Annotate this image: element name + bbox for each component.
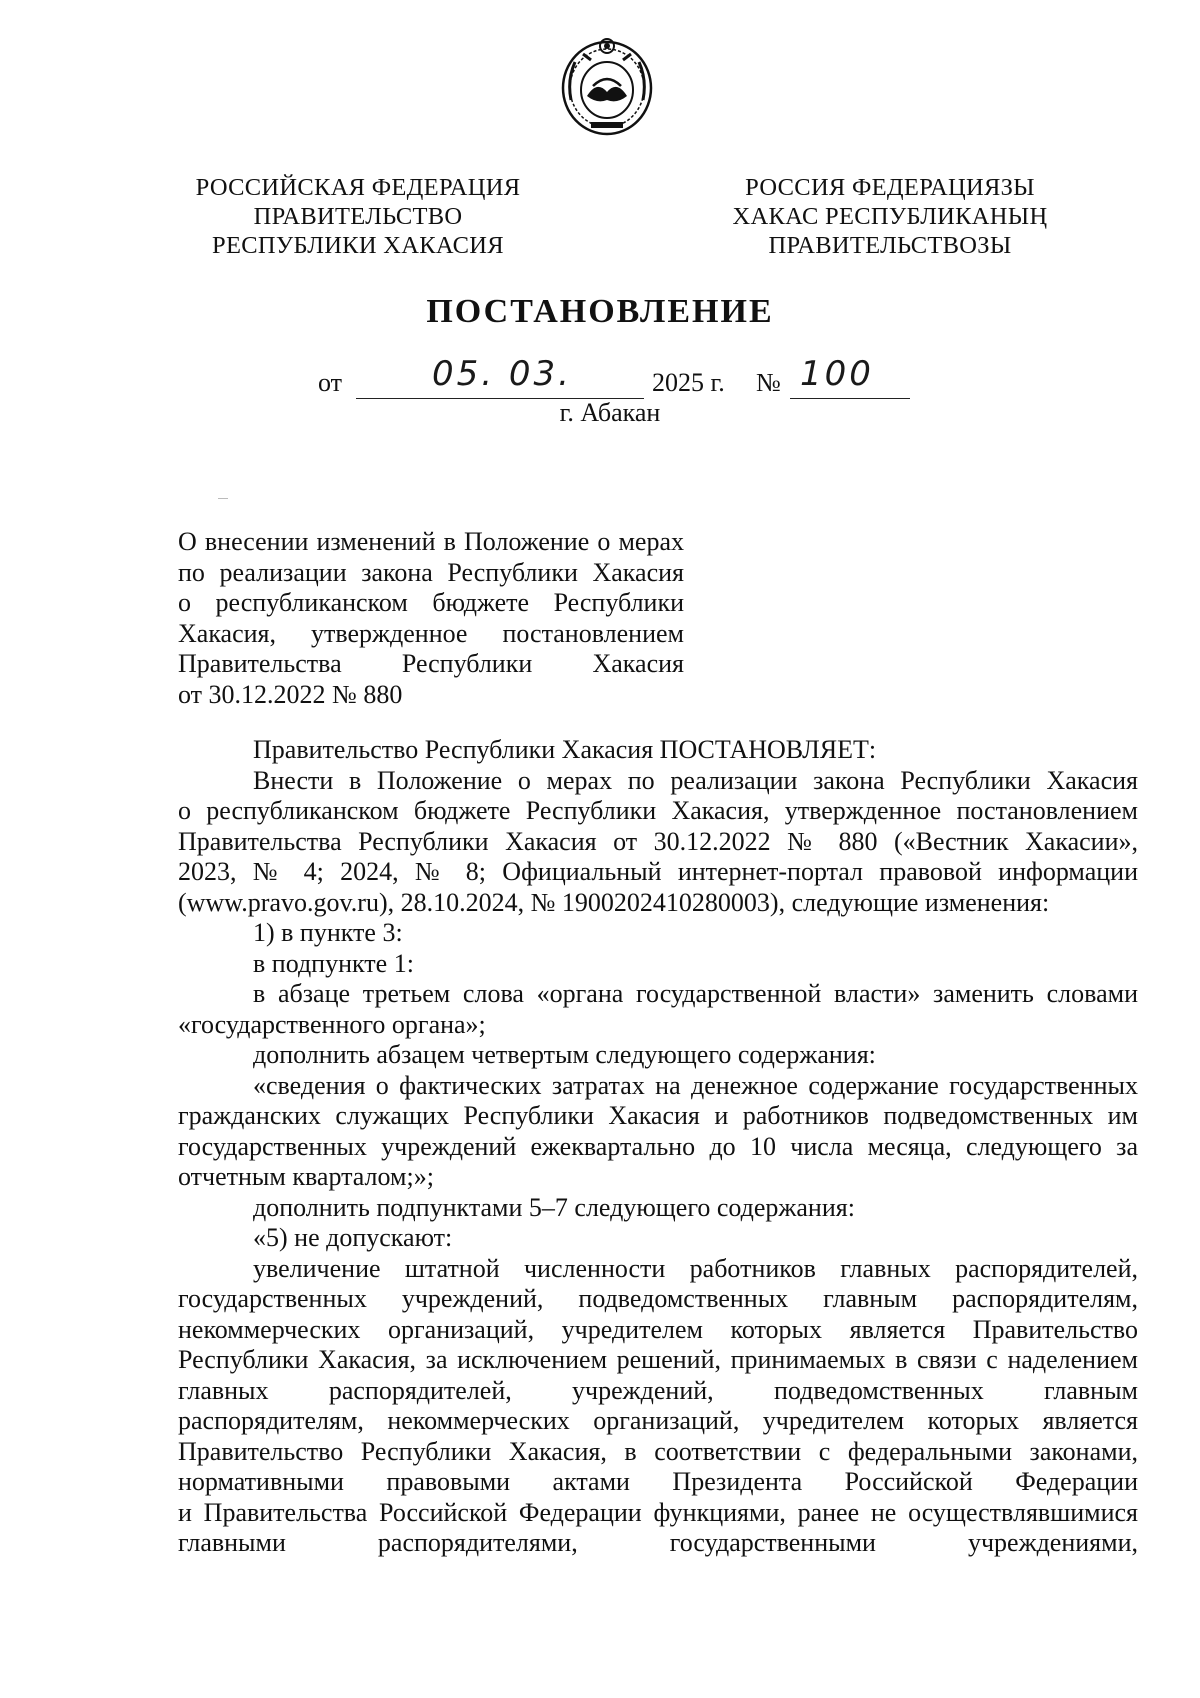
header-russian: [168, 173, 548, 260]
body-line: нормативными правовыми актами Президента Российской Федерации: [178, 1467, 1138, 1496]
body-line: «5) не допускают:: [253, 1223, 453, 1252]
body-line: Внести в Положение о мерах по реализации закона Республики Хакасия: [253, 765, 1138, 795]
number-handwritten: 100: [800, 354, 874, 394]
scan-mark: [218, 498, 228, 499]
document-title: ПОСТАНОВЛЕНИЕ: [426, 293, 774, 330]
body-line: в подпункте 1:: [253, 948, 414, 978]
body-line: гражданских служащих Республики Хакасия и работников подведомственных им: [178, 1101, 1138, 1130]
date-number-line: [0, 354, 1200, 400]
header-khakas: [700, 173, 1080, 260]
city-label: г. Абакан: [559, 398, 661, 427]
body-line: Правительства Республики Хакасия от 30.12.2022 № 880 («Вестник Хакасии»,: [178, 826, 1138, 856]
body-line: 2023, № 4; 2024, № 8; Официальный интернет-портал правовой информации: [178, 857, 1138, 886]
subject-line: О внесении изменений в Положение о мерах: [178, 527, 684, 556]
header-line: РОССИЙСКАЯ ФЕДЕРАЦИЯ: [195, 174, 521, 201]
body-line: в абзаце третьем слова «органа государственной власти» заменить словами: [253, 979, 1138, 1008]
document-body: [178, 735, 1138, 1559]
year-label: 2025 г.: [652, 368, 725, 397]
subject-line: по реализации закона Республики Хакасия: [178, 557, 684, 587]
subject-line: от 30.12.2022 № 880: [178, 679, 403, 709]
body-line: дополнить абзацем четвертым следующего содержания:: [253, 1040, 876, 1069]
header-line: ХАКАС РЕСПУБЛИКАНЫҢ: [732, 203, 1048, 230]
body-line: о республиканском бюджете Республики Хакасия, утвержденное постановлением: [178, 796, 1138, 825]
header-line: РЕСПУБЛИКИ ХАКАСИЯ: [212, 232, 504, 259]
number-underline: [790, 398, 910, 399]
body-line: некоммерческих организаций, учредителем которых является Правительство: [178, 1314, 1138, 1344]
date-handwritten: 05. 03.: [432, 354, 572, 394]
body-line: Правительство Республики Хакасия ПОСТАНОВЛЯЕТ:: [253, 735, 877, 764]
body-line: «сведения о фактических затратах на денежное содержание государственных: [253, 1070, 1138, 1100]
body-line: Республики Хакасия, за исключением решений, принимаемых в связи с наделением: [178, 1345, 1138, 1374]
subject-line: о республиканском бюджете Республики: [178, 588, 684, 617]
coat-of-arms-emblem: [557, 30, 657, 140]
body-line: и Правительства Российской Федерации функциями, ранее не осуществлявшимися: [178, 1497, 1138, 1527]
body-line: «государственного органа»;: [178, 1009, 486, 1039]
number-sign: №: [756, 368, 781, 397]
body-line: (www.pravo.gov.ru), 28.10.2024, № 1900202410280003), следующие изменения:: [178, 887, 1050, 917]
subject-line: Хакасия, утвержденное постановлением: [178, 618, 684, 648]
header-line: РОССИЯ ФЕДЕРАЦИЯЗЫ: [745, 174, 1035, 201]
header-line: ПРАВИТЕЛЬСТВО: [253, 203, 463, 230]
body-line: государственных учреждений ежеквартально до 10 числа месяца, следующего за: [178, 1131, 1138, 1161]
from-label: от: [318, 368, 343, 397]
body-line: распорядителям, некоммерческих организаций, учредителем которых является: [178, 1406, 1138, 1435]
body-line: 1) в пункте 3:: [253, 918, 403, 947]
body-line: государственных учреждений, подведомственных главным распорядителям,: [178, 1284, 1138, 1313]
body-line: главными распорядителями, государственными учреждениями,: [178, 1528, 1138, 1557]
body-line: Правительство Республики Хакасия, в соответствии с федеральными законами,: [178, 1436, 1138, 1466]
header-line: ПРАВИТЕЛЬСТВОЗЫ: [768, 232, 1012, 259]
body-line: увеличение штатной численности работников главных распорядителей,: [253, 1253, 1138, 1283]
subject-line: Правительства Республики Хакасия: [178, 649, 684, 678]
body-line: отчетным кварталом;»;: [178, 1162, 434, 1191]
body-line: дополнить подпунктами 5–7 следующего содержания:: [253, 1192, 855, 1222]
body-line: главных распорядителей, учреждений, подведомственных главным: [178, 1375, 1138, 1405]
document-subject: [178, 527, 684, 710]
